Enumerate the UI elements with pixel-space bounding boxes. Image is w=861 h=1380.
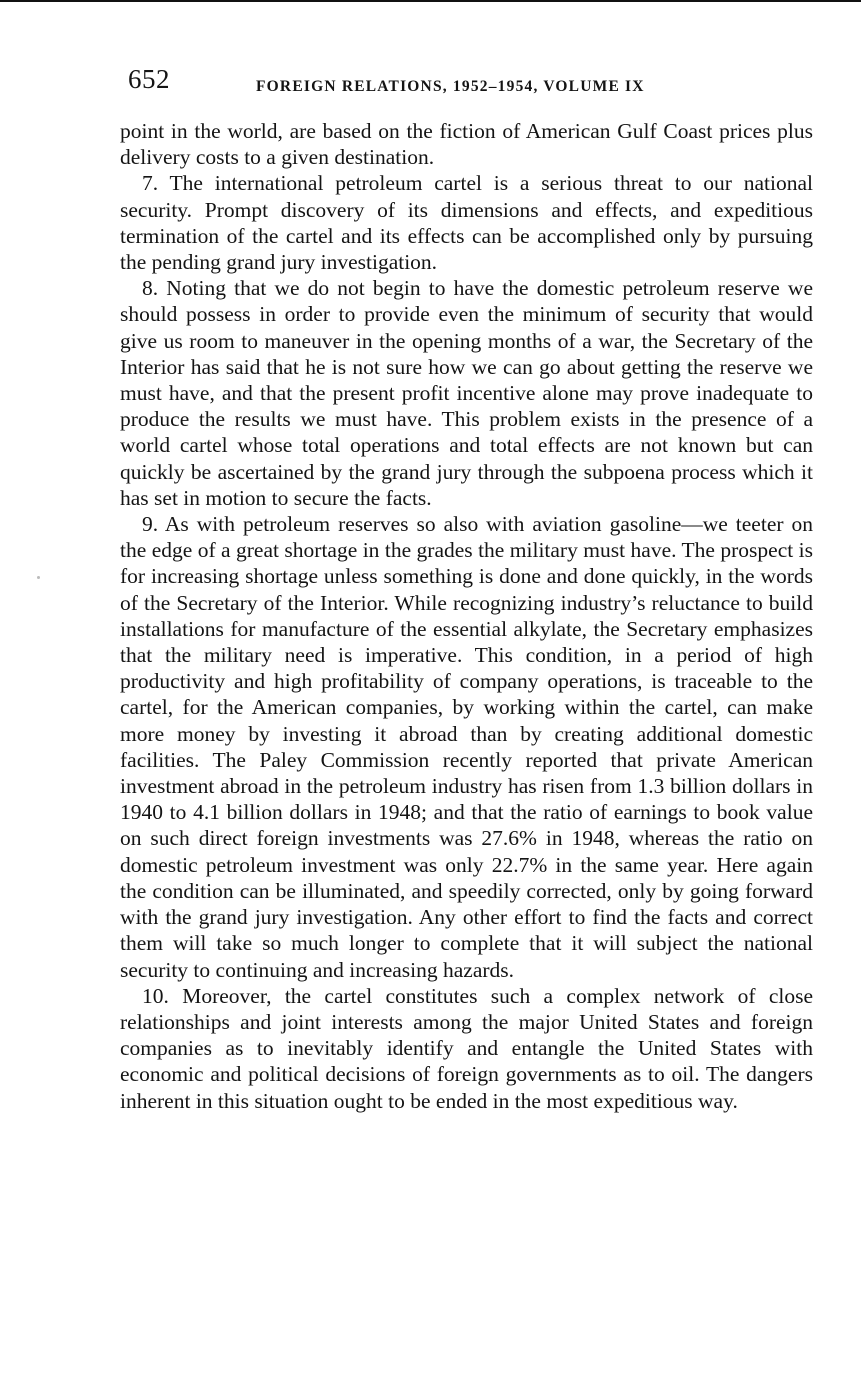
paragraph-10: 10. Moreover, the cartel constitutes such a complex network of close relationships and joint interests among the major United States and foreign companies as to inevitably identify and entangle the United States with economic and political decisions of foreign governments as to oil. The dangers inherent in this situation ought to be ended in the most expeditious way. xyxy=(120,983,813,1113)
page-number: 652 xyxy=(128,64,170,94)
page-header xyxy=(128,64,828,104)
paragraph-8: 8. Noting that we do not begin to have the domestic petroleum reserve we should possess in order to provide even the minimum of security that would give us room to maneuver in the opening months of a war, the Secretary of the Interior has said that he is not sure how we can go about getting the reserve we must have, and that the present profit incentive alone may prove inadequate to produce the results we must have. This problem exists in the presence of a world cartel whose total operations and total effects are not known but can quickly be ascertained by the grand jury through the subpoena process which it has set in motion to secure the facts. xyxy=(120,276,813,510)
body-text xyxy=(120,118,813,1114)
scan-speck xyxy=(37,576,40,579)
paragraph-continuation: point in the world, are based on the fiction of American Gulf Coast prices plus delivery costs to a given destination. xyxy=(120,119,813,170)
running-head: FOREIGN RELATIONS, 1952–1954, VOLUME IX xyxy=(256,78,645,95)
paragraph-7: 7. The international petroleum cartel is a serious threat to our national security. Prompt discovery of its dimensions and effects, and expeditious termination of the cartel and its effects can be accomplished only by pursuing the pending grand jury investigation. xyxy=(120,171,813,275)
paragraph-9: 9. As with petroleum reserves so also with aviation gasoline—we teeter on the edge of a great shortage in the grades the military must have. The prospect is for increasing shortage unless something is done and done quickly, in the words of the Secretary of the Interior. While recognizing industry’s reluctance to build installations for manufacture of the essential alkylate, the Secretary emphasizes that the military need is imperative. This condition, in a period of high productivity and high profitability of company operations, is traceable to the cartel, for the American companies, by working within the cartel, can make more money by investing it abroad than by creating additional domestic facilities. The Paley Commission recently reported that private American investment abroad in the petroleum industry has risen from 1.3 billion dollars in 1940 to 4.1 billion dollars in 1948; and that the ratio of earnings to book value on such direct foreign investments was 27.6% in 1948, whereas the ratio on domestic petroleum investment was only 22.7% in the same year. Here again the condition can be illuminated, and speedily corrected, only by going forward with the grand jury investigation. Any other effort to find the facts and correct them will take so much longer to complete that it will subject the national security to continuing and increasing hazards. xyxy=(120,512,813,982)
